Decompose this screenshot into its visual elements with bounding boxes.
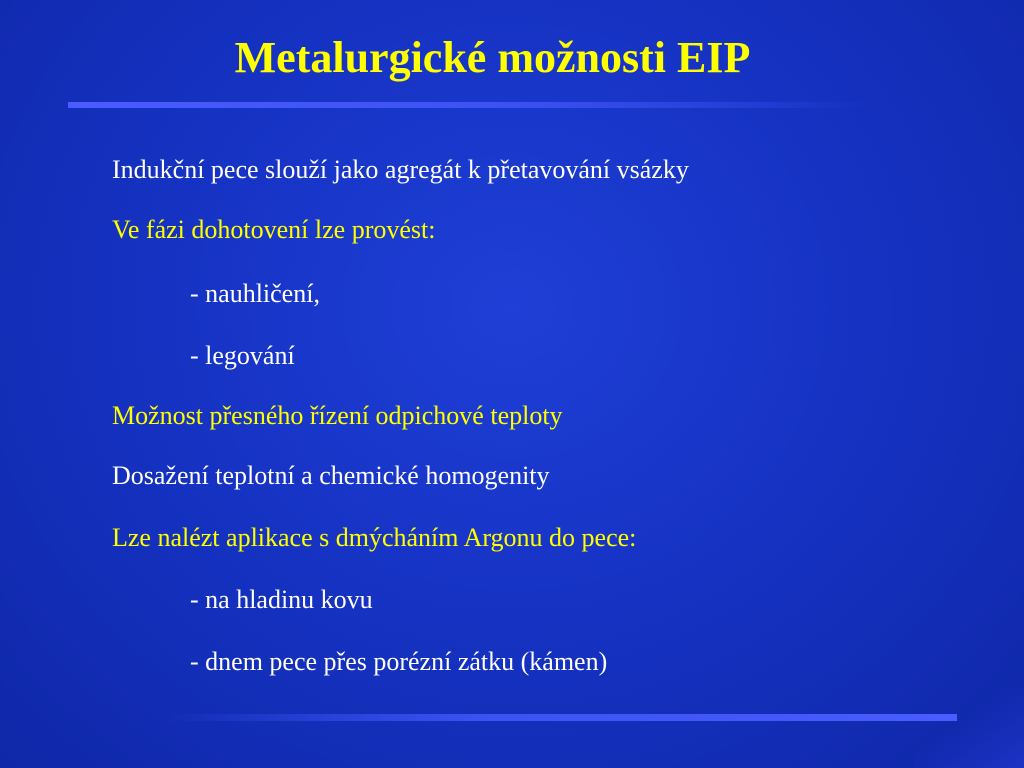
bullet-line-2: Ve fázi dohotovení lze provést: [112, 215, 436, 244]
corner-decoration [914, 688, 1024, 768]
bullet-line-5: Lze nalézt aplikace s dmýcháním Argonu do pece: [112, 523, 637, 552]
bullet-line-4: Dosažení teplotní a chemické homogenity [112, 461, 550, 490]
footer-rule [160, 714, 957, 721]
sub-bullet-line-4: - dnem pece přes porézní zátku (kámen) [190, 647, 608, 676]
title-underline-rule [68, 102, 868, 108]
sub-bullet-line-3: - na hladinu kovu [190, 585, 373, 614]
slide-title: Metalurgické možnosti EIP [234, 33, 751, 82]
sub-bullet-line-1: - nauhličení, [190, 279, 320, 308]
bullet-line-1: Indukční pece slouží jako agregát k přetavování vsázky [112, 155, 689, 184]
sub-bullet-line-2: - legování [190, 341, 295, 370]
bullet-line-3: Možnost přesného řízení odpichové teploty [112, 401, 563, 430]
